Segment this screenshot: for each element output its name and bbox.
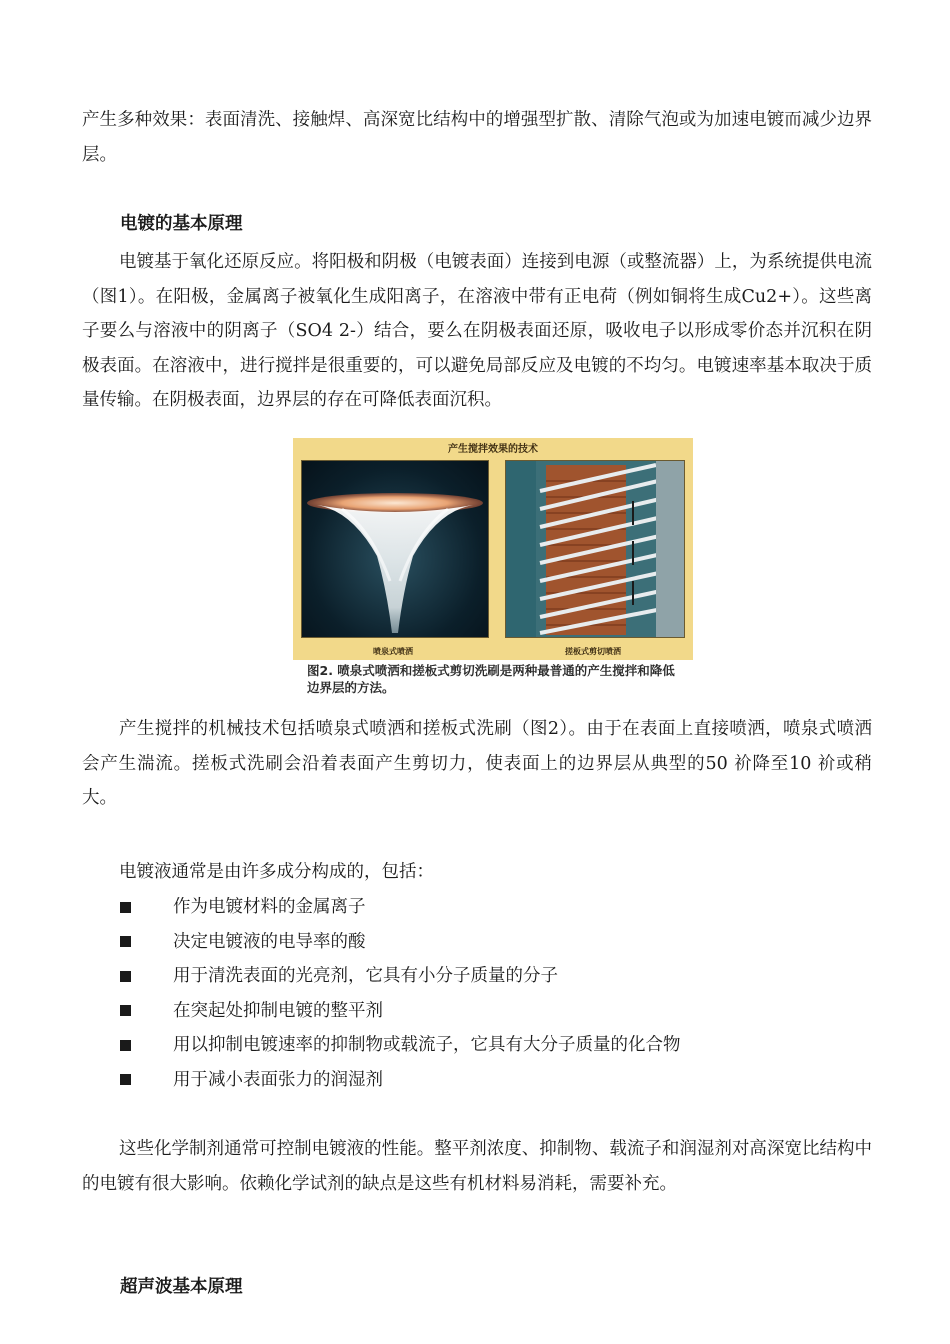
square-bullet-icon bbox=[120, 1040, 131, 1051]
fountain-spray-label: 喷泉式喷洒 bbox=[373, 647, 413, 656]
figure-title: 产生搅拌效果的技术 bbox=[448, 444, 538, 455]
list-item-text: 作为电镀材料的金属离子 bbox=[173, 897, 366, 917]
list-item bbox=[120, 1063, 681, 1098]
list-item bbox=[120, 925, 681, 960]
section-heading-electroplating: 电镀的基本原理 bbox=[120, 214, 243, 234]
fountain-spray-illustration bbox=[302, 461, 488, 637]
figure-2 bbox=[293, 438, 693, 700]
list-item-text: 在突起处抑制电镀的整平剂 bbox=[173, 1000, 383, 1021]
washboard-shear-image bbox=[505, 460, 685, 638]
figure-caption: 图2. 喷泉式喷洒和搓板式剪切洗刷是两种最普通的产生搅拌和降低边界层的方法。 bbox=[307, 663, 675, 695]
bath-components-list bbox=[120, 890, 681, 1097]
fountain-spray-image bbox=[301, 460, 489, 638]
section-heading-ultrasonic: 超声波基本原理 bbox=[120, 1277, 243, 1297]
square-bullet-icon bbox=[120, 1005, 131, 1016]
square-bullet-icon bbox=[120, 936, 131, 947]
list-item bbox=[120, 994, 681, 1029]
paragraph-bath-components: 电镀液通常是由许多成分构成的，包括： bbox=[119, 862, 434, 882]
paragraph-agitation-techniques: 产生搅拌的机械技术包括喷泉式喷洒和搓板式洗刷（图2）。由于在表面上直接喷洒，喷泉式喷洒会产生湍流。搓板式洗刷会沿着表面产生剪切力，使表面上的边界层从典型的50 祄降至10 祄或稍大。 bbox=[82, 719, 872, 808]
paragraph-chemical-agents: 这些化学制剂通常可控制电镀液的性能。整平剂浓度、抑制物、载流子和润湿剂对高深宽比结构中的电镀有很大影响。依赖化学试剂的缺点是这些有机材料易消耗，需要补充。 bbox=[82, 1139, 872, 1194]
washboard-shear-label: 搓板式剪切喷洒 bbox=[565, 647, 621, 656]
list-item bbox=[120, 890, 681, 925]
square-bullet-icon bbox=[120, 1074, 131, 1085]
paragraph-effects: 产生多种效果：表面清洗、接触焊、高深宽比结构中的增强型扩散、清除气泡或为加速电镀而减少边界层。 bbox=[82, 110, 872, 165]
square-bullet-icon bbox=[120, 971, 131, 982]
washboard-shear-illustration bbox=[506, 461, 684, 637]
list-item-text: 决定电镀液的电导率的酸 bbox=[173, 931, 366, 952]
list-item bbox=[120, 1028, 681, 1063]
list-item-text: 用于清洗表面的光亮剂，它具有小分子质量的分子 bbox=[173, 966, 558, 986]
paragraph-electroplating-principle: 电镀基于氧化还原反应。将阳极和阴极（电镀表面）连接到电源（或整流器）上，为系统提供电流（图1）。在阳极，金属离子被氧化生成阳离子，在溶液中带有正电荷（例如铜将生成Cu2+）。这些离子要么与溶液中的阴离子（SO4 2-）结合，要么在阴极表面还原，吸收电子以形成零价态并沉积在阴极表面。在溶液中，进行搅拌是很重要的，可以避免局部反应及电镀的不均匀。电镀速率基本取决于质量传输。在阴极表面，边界层的存在可降低表面沉积。 bbox=[82, 252, 872, 410]
list-item-text: 用以抑制电镀速率的抑制物或载流子，它具有大分子质量的化合物 bbox=[173, 1035, 681, 1055]
list-item-text: 用于减小表面张力的润湿剂 bbox=[173, 1069, 383, 1090]
square-bullet-icon bbox=[120, 902, 131, 913]
list-item bbox=[120, 959, 681, 994]
